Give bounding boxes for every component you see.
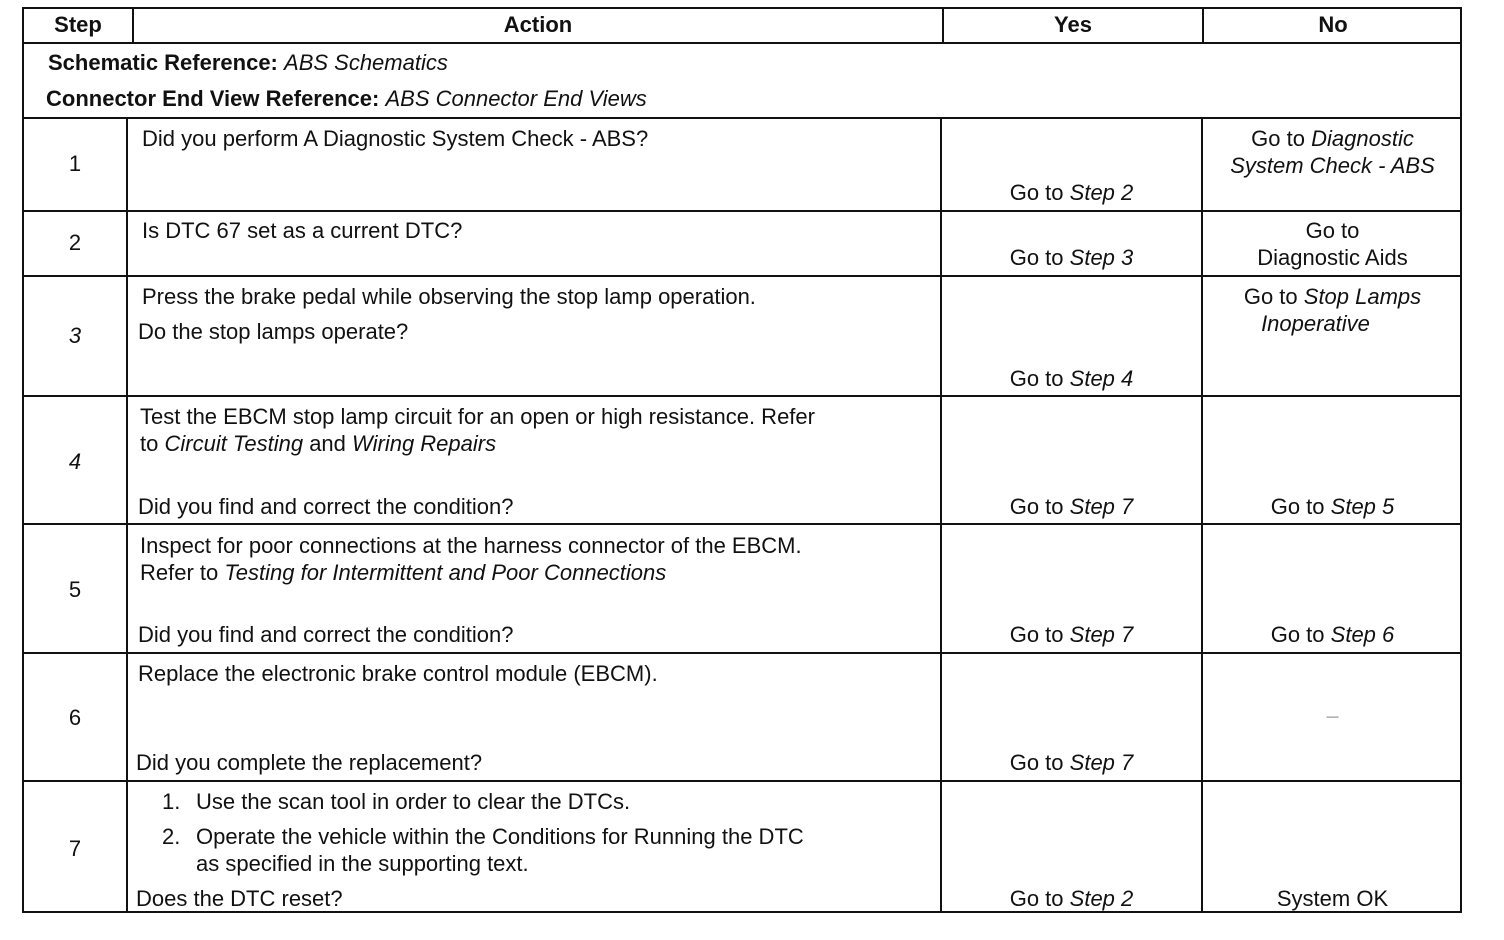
step-number: 7 [68, 836, 82, 861]
step-number: 1 [68, 151, 82, 176]
yes-result [942, 621, 1201, 648]
list-item [140, 823, 930, 877]
refer-and: and [309, 431, 346, 456]
yes-prefix: Go to [1009, 180, 1064, 205]
row-divider-3 [24, 275, 1460, 277]
refer-prefix: to [140, 431, 159, 456]
action-text: Did you perform A Diagnostic System Check - ABS? [142, 126, 649, 151]
no-link[interactable]: System Check - ABS [1230, 153, 1435, 178]
yes-prefix: Go to [1009, 622, 1064, 647]
action-question: Does the DTC reset? [136, 886, 343, 911]
col-divider-step [126, 117, 128, 911]
row-divider-2 [24, 210, 1460, 212]
step-number: 6 [68, 705, 82, 730]
row-divider-4 [24, 395, 1460, 397]
yes-result [942, 365, 1201, 392]
row-divider-1 [24, 117, 1460, 119]
yes-step-link[interactable]: Step 7 [1069, 622, 1134, 647]
header-no: No [1318, 12, 1348, 37]
yes-result [942, 885, 1201, 912]
yes-result [942, 179, 1201, 206]
action-refer [140, 430, 496, 457]
no-result: System OK [1276, 886, 1389, 911]
no-result-empty: — [1326, 709, 1339, 723]
no-prefix: Go to [1270, 622, 1325, 647]
yes-step-link[interactable]: Step 2 [1069, 180, 1134, 205]
no-link[interactable]: Stop Lamps [1303, 284, 1422, 309]
no-step-link[interactable]: Step 6 [1330, 622, 1395, 647]
action-question: Did you complete the replacement? [136, 750, 483, 775]
action-text: Press the brake pedal while observing the stop lamp operation. [142, 284, 756, 309]
no-prefix: Go to [1270, 494, 1325, 519]
no-prefix: Go to [1251, 126, 1305, 151]
action-text: Test the EBCM stop lamp circuit for an open or high resistance. Refer [140, 404, 815, 429]
action-question: Did you find and correct the condition? [138, 494, 514, 519]
action-text: Replace the electronic brake control module (EBCM). [138, 661, 658, 686]
header-action: Action [503, 12, 573, 37]
schematic-reference-link[interactable]: ABS Schematics [284, 50, 448, 75]
header-divider [24, 42, 1460, 44]
yes-result [942, 493, 1201, 520]
action-refer [140, 559, 666, 586]
action-text: Inspect for poor connections at the harness connector of the EBCM. [140, 533, 802, 558]
action-steps-list [140, 788, 930, 877]
no-result [1203, 283, 1462, 337]
header-yes: Yes [1054, 12, 1092, 37]
yes-prefix: Go to [1009, 750, 1064, 775]
yes-prefix: Go to [1009, 245, 1064, 270]
step-number: 5 [68, 577, 82, 602]
yes-step-link[interactable]: Step 2 [1069, 886, 1134, 911]
header-step: Step [54, 12, 102, 37]
no-result [1203, 125, 1462, 179]
no-result [1203, 217, 1462, 271]
no-link[interactable]: Inoperative [1261, 311, 1370, 336]
yes-step-link[interactable]: Step 3 [1069, 245, 1134, 270]
action-question: Did you find and correct the condition? [138, 622, 514, 647]
no-link[interactable]: Diagnostic Aids [1257, 245, 1408, 270]
list-item-text: as specified in the supporting text. [196, 851, 529, 876]
action-text: Is DTC 67 set as a current DTC? [142, 218, 463, 243]
step-number: 3 [68, 323, 82, 348]
no-result [1203, 493, 1462, 520]
no-link[interactable]: Diagnostic [1311, 126, 1414, 151]
refer-prefix: Refer to [140, 560, 219, 585]
step-number: 2 [68, 230, 82, 255]
yes-step-link[interactable]: Step 7 [1069, 750, 1134, 775]
list-item-number: 1. [162, 789, 181, 814]
list-item-text: Operate the vehicle within the Conditions for Running the DTC [196, 824, 804, 849]
wiring-repairs-link[interactable]: Wiring Repairs [352, 431, 497, 456]
list-item-text: Use the scan tool in order to clear the DTCs. [196, 789, 631, 814]
connector-reference [46, 85, 647, 112]
action-question: Do the stop lamps operate? [138, 319, 409, 344]
list-item-number: 2. [162, 824, 181, 849]
yes-step-link[interactable]: Step 4 [1069, 366, 1134, 391]
schematic-reference-label: Schematic Reference: [48, 50, 278, 75]
yes-step-link[interactable]: Step 7 [1069, 494, 1134, 519]
connector-reference-link[interactable]: ABS Connector End Views [385, 86, 647, 111]
row-divider-5 [24, 523, 1460, 525]
step-number: 4 [68, 449, 82, 474]
no-prefix: Go to [1243, 284, 1298, 309]
row-divider-6 [24, 652, 1460, 654]
yes-prefix: Go to [1009, 494, 1064, 519]
diagnostic-table [22, 7, 1462, 913]
yes-result [942, 749, 1201, 776]
yes-prefix: Go to [1009, 366, 1064, 391]
no-prefix: Go to [1305, 218, 1360, 243]
yes-prefix: Go to [1009, 886, 1064, 911]
row-divider-7 [24, 780, 1460, 782]
no-step-link[interactable]: Step 5 [1330, 494, 1395, 519]
intermittent-connections-link[interactable]: Testing for Intermittent and Poor Connections [224, 560, 667, 585]
circuit-testing-link[interactable]: Circuit Testing [164, 431, 304, 456]
connector-reference-label: Connector End View Reference: [46, 86, 380, 111]
schematic-reference [48, 49, 448, 76]
no-result [1203, 621, 1462, 648]
list-item [140, 788, 930, 815]
yes-result [942, 244, 1201, 271]
